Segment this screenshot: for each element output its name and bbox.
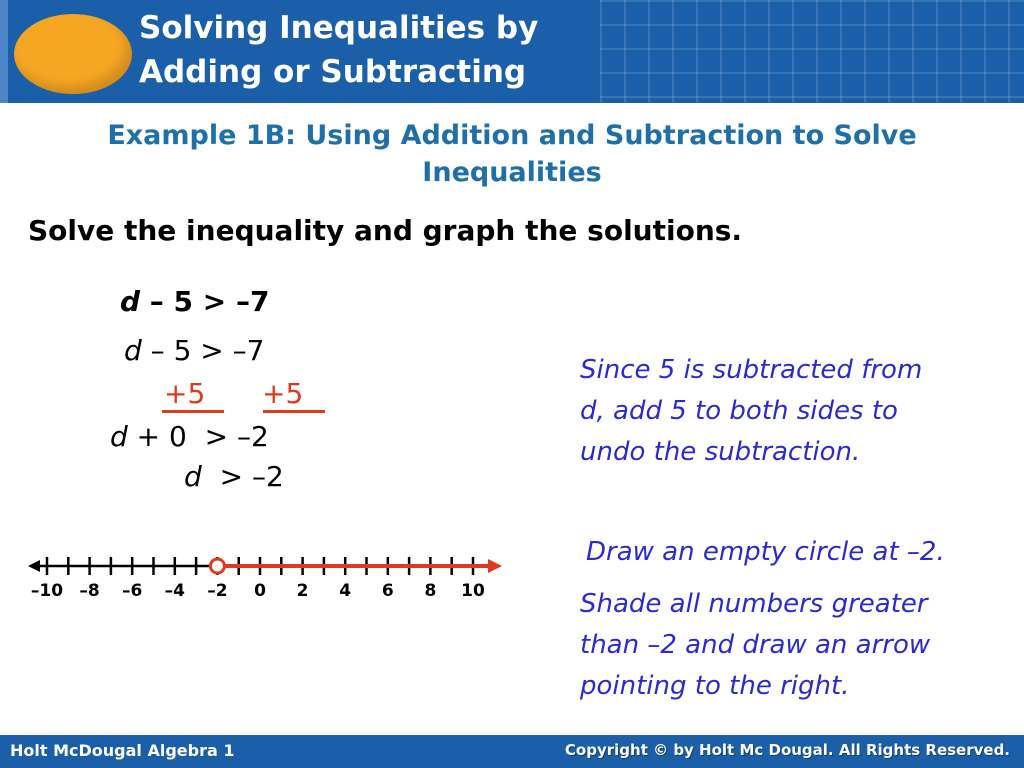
number-line-left-arrow [28,560,40,572]
note-subtract-line3: undo the subtraction. [580,437,861,467]
solution-right-arrow [488,559,502,573]
problem-inequality [120,285,269,318]
note-subtract-line1: Since 5 is subtracted from [580,355,923,385]
add-right-underline [263,410,325,413]
step-solution-variable: d [184,460,202,493]
step-solution-expression: > –2 [201,460,284,493]
slide-title [139,6,619,94]
step-original-expression: – 5 > –7 [141,334,265,367]
note-circle: Draw an empty circle at –2. [586,537,945,567]
number-line-label: –8 [79,581,100,601]
number-line [0,540,520,610]
logo-oval-icon [14,14,132,94]
note-shade-line3: pointing to the right. [580,671,850,701]
slide-header [0,0,1024,103]
step-original [124,334,264,367]
note-subtract [580,350,922,473]
number-line-label: 8 [424,581,437,601]
note-shade [580,584,930,707]
step-simplified-variable: d [110,420,128,453]
number-line-label: 6 [381,581,394,601]
number-line-label: –6 [122,581,143,601]
slide-title-line1: Solving Inequalities by [139,10,539,46]
note-shade-line2: than –2 and draw an arrow [580,630,931,660]
step-solution [184,460,284,493]
slide-title-line2: Adding or Subtracting [139,54,527,90]
footer-publisher: Holt McDougal Algebra 1 [10,741,235,760]
slide-footer [0,735,1024,768]
header-grid-pattern [600,0,1024,103]
number-line-label: 10 [461,581,485,601]
open-circle-marker [210,559,224,573]
step-add-left: +5 [164,377,206,410]
example-heading-line1: Example 1B: Using Addition and Subtraction to Solve [107,120,917,151]
step-simplified [110,420,269,453]
note-shade-line1: Shade all numbers greater [580,589,928,619]
instruction-text: Solve the inequality and graph the solutions. [28,214,743,247]
number-line-label: 0 [254,581,266,601]
number-line-label: 2 [296,581,309,601]
example-heading-line2: Inequalities [422,157,602,188]
note-subtract-line2: d, add 5 to both sides to [580,396,898,426]
number-line-label: 4 [339,581,352,601]
footer-copyright: Copyright © by Holt Mc Dougal. All Rights Reserved. [564,741,1010,759]
problem-expression: – 5 > –7 [140,285,270,318]
step-original-variable: d [124,334,142,367]
number-line-label: –4 [164,581,185,601]
add-left-underline [162,410,224,413]
problem-variable: d [120,285,141,318]
header-accent-bar [0,0,8,103]
number-line-label: –10 [30,581,64,601]
number-line-label: –2 [207,581,228,601]
example-heading [0,117,1024,191]
step-simplified-expression: + 0 > –2 [127,420,269,453]
step-add-right: +5 [262,377,304,410]
